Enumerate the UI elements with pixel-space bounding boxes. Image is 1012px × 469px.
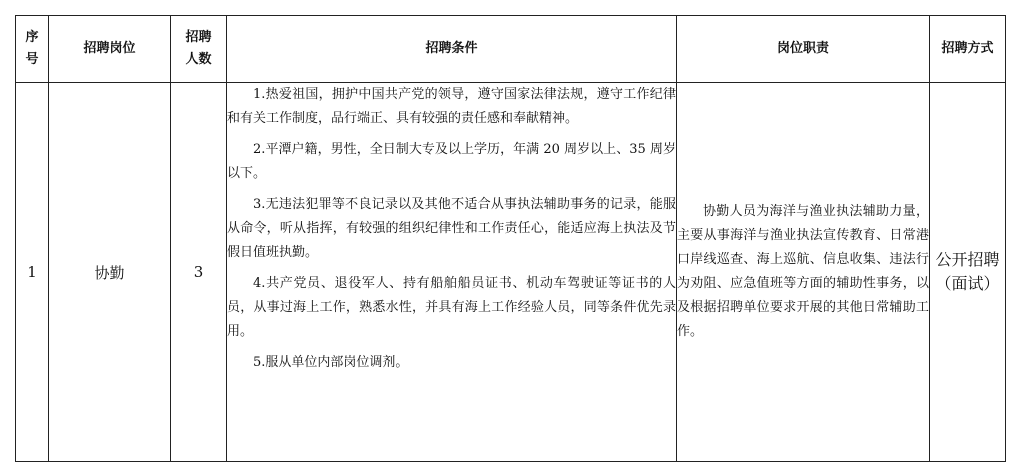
header-serial-number <box>16 16 49 83</box>
header-conditions: 招聘条件 <box>227 16 677 83</box>
row-method <box>930 83 1006 462</box>
table-row <box>16 83 1006 462</box>
row-duties <box>677 83 930 462</box>
condition-item: 5.服从单位内部岗位调剂。 <box>253 355 409 370</box>
row-position: 协勤 <box>49 83 171 462</box>
method-line1: 公开招聘 <box>935 250 1000 269</box>
method-line2: （面试） <box>935 274 1000 293</box>
header-serial-line1: 序 <box>25 30 39 45</box>
duties-text: 协勤人员为海洋与渔业执法辅助力量，主要从事海洋与渔业执法宣传教育、日常港口岸线巡查、海上巡航、信息收集、违法行为劝阻、应急值班等方面的辅助性事务，以及根据招聘单位要求开展的其他日常辅助工作。 <box>677 204 929 339</box>
header-headcount <box>171 16 227 83</box>
header-headcount-line1: 招聘 <box>185 30 212 45</box>
row-conditions <box>227 83 677 462</box>
recruitment-table <box>15 15 1006 462</box>
header-row <box>16 16 1006 83</box>
condition-item: 1.热爱祖国，拥护中国共产党的领导，遵守国家法律法规，遵守工作纪律和有关工作制度，品行端正、具有较强的责任感和奉献精神。 <box>227 87 676 126</box>
header-duties: 岗位职责 <box>677 16 930 83</box>
condition-item: 3.无违法犯罪等不良记录以及其他不适合从事执法辅助事务的记录，能服从命令，听从指挥，有较强的组织纪律性和工作责任心，能适应海上执法及节假日值班执勤。 <box>227 197 676 260</box>
condition-item: 2.平潭户籍，男性，全日制大专及以上学历，年满 20 周岁以上、35 周岁以下。 <box>227 142 676 181</box>
header-method: 招聘方式 <box>930 16 1006 83</box>
header-position: 招聘岗位 <box>49 16 171 83</box>
row-serial-number: 1 <box>16 83 49 462</box>
header-headcount-line2: 人数 <box>185 52 212 67</box>
row-headcount: 3 <box>171 83 227 462</box>
header-serial-line2: 号 <box>25 52 39 67</box>
condition-item: 4.共产党员、退役军人、持有船舶船员证书、机动车驾驶证等证书的人员，从事过海上工作，熟悉水性，并具有海上工作经验人员，同等条件优先录用。 <box>227 276 676 339</box>
